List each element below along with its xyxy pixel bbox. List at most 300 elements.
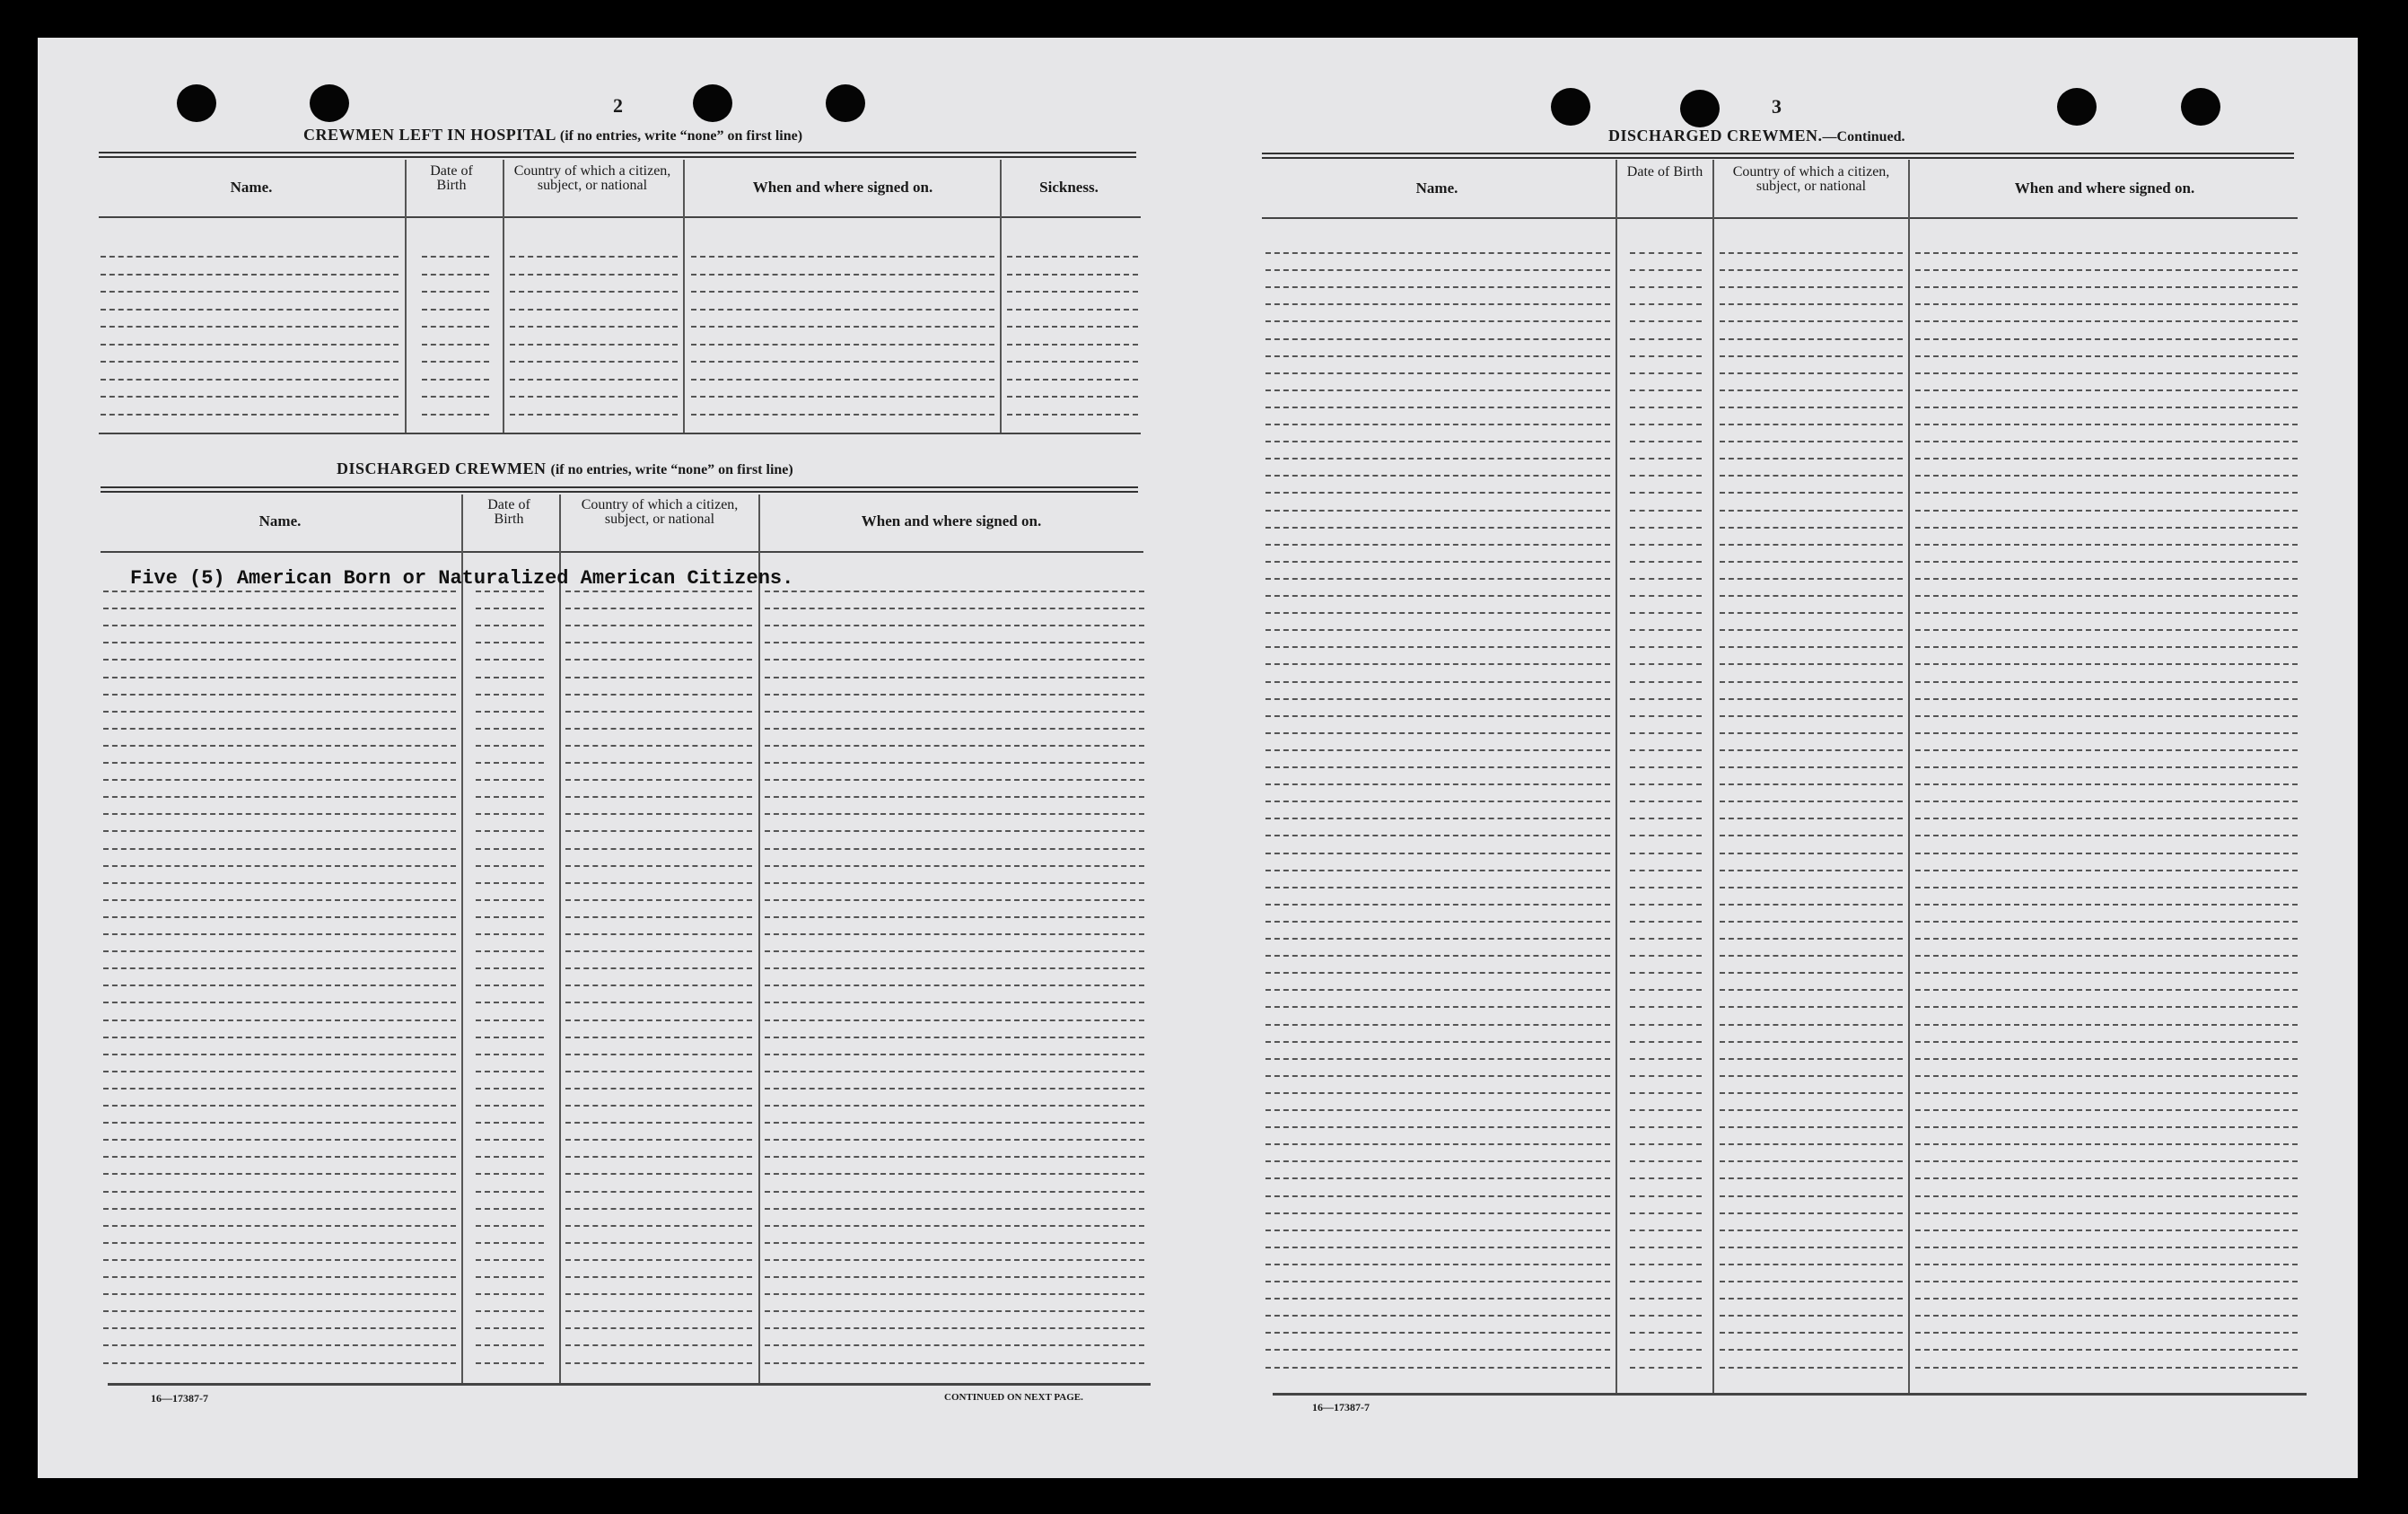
punch-hole — [2057, 88, 2097, 126]
entry-line — [1630, 938, 1702, 940]
entry-line — [422, 291, 489, 293]
entry-line — [565, 848, 752, 850]
page-bottom-rule — [1273, 1393, 2307, 1396]
entry-line — [1915, 389, 2298, 391]
entry-line — [1915, 1160, 2298, 1162]
entry-line — [691, 256, 994, 258]
entry-line — [1720, 441, 1903, 442]
entry-line — [1915, 1041, 2298, 1043]
entry-line — [101, 291, 398, 293]
entry-line — [765, 625, 1144, 626]
entry-line — [1630, 355, 1702, 357]
entry-line — [1265, 578, 1610, 580]
column-divider — [503, 160, 504, 433]
entry-line — [565, 1156, 752, 1158]
column-divider — [1000, 160, 1002, 433]
entry-line — [1630, 1367, 1702, 1369]
entry-line — [765, 830, 1144, 832]
entry-line — [1265, 921, 1610, 923]
entry-line — [1630, 1075, 1702, 1077]
entry-line — [1265, 252, 1610, 254]
entry-line — [422, 326, 489, 328]
entry-line — [1630, 527, 1702, 529]
entry-line — [765, 1105, 1144, 1107]
entry-line — [103, 1276, 456, 1278]
entry-line — [103, 659, 456, 661]
entry-line — [1915, 1075, 2298, 1077]
entry-line — [1265, 1024, 1610, 1026]
entry-line — [103, 677, 456, 678]
column-divider — [1908, 160, 1910, 1393]
entry-line — [1915, 1177, 2298, 1179]
entry-line — [1720, 252, 1903, 254]
entry-line — [1630, 955, 1702, 957]
entry-line — [103, 1020, 456, 1021]
entry-line — [1720, 749, 1903, 751]
entry-line — [1265, 1092, 1610, 1094]
entry-line — [103, 848, 456, 850]
entry-line — [1720, 853, 1903, 854]
entry-line — [1915, 372, 2298, 374]
entry-line — [1720, 1349, 1903, 1351]
entry-line — [476, 745, 544, 747]
entry-line — [103, 899, 456, 901]
entry-line — [103, 1105, 456, 1107]
entry-line — [765, 1259, 1144, 1261]
entry-line — [765, 1020, 1144, 1021]
column-header-country: Country of which a citizen, subject, or national — [1732, 164, 1890, 194]
entry-line — [1630, 1230, 1702, 1231]
entry-line — [1915, 510, 2298, 512]
entry-line — [1630, 1195, 1702, 1197]
entry-line — [476, 1293, 544, 1295]
entry-line — [691, 379, 994, 381]
column-divider — [405, 160, 407, 433]
column-divider — [559, 494, 561, 1386]
entry-line — [565, 1020, 752, 1021]
entry-line — [1265, 372, 1610, 374]
entry-line — [565, 1054, 752, 1055]
entry-line — [565, 796, 752, 798]
entry-line — [1630, 801, 1702, 802]
entry-line — [565, 830, 752, 832]
entry-line — [103, 1122, 456, 1124]
double-rule — [99, 152, 1136, 158]
entry-line — [1915, 458, 2298, 459]
entry-line — [1720, 1298, 1903, 1300]
entry-line — [1265, 389, 1610, 391]
entry-line — [1720, 1041, 1903, 1043]
entry-line — [765, 1293, 1144, 1295]
entry-line — [765, 916, 1144, 918]
section-bottom-rule — [99, 433, 1141, 434]
entry-line — [1720, 1195, 1903, 1197]
entry-line — [1265, 955, 1610, 957]
entry-line — [103, 762, 456, 764]
entry-line — [1265, 1126, 1610, 1128]
right-section-title — [1608, 127, 1905, 145]
entry-line — [1915, 887, 2298, 888]
entry-line — [103, 608, 456, 609]
hospital-title-note: (if no entries, write “none” on first line) — [559, 128, 803, 144]
entry-line — [565, 1344, 752, 1346]
entry-line — [1265, 320, 1610, 322]
entry-line — [1915, 475, 2298, 477]
punch-hole — [826, 84, 865, 122]
entry-line — [1915, 1212, 2298, 1214]
entry-line — [1265, 835, 1610, 836]
entry-line — [1265, 355, 1610, 357]
entry-line — [765, 1208, 1144, 1210]
entry-line — [1915, 629, 2298, 631]
entry-line — [765, 933, 1144, 935]
entry-line — [1007, 344, 1138, 346]
entry-line — [765, 711, 1144, 713]
entry-line — [1630, 561, 1702, 563]
entry-line — [565, 933, 752, 935]
entry-line — [765, 967, 1144, 969]
entry-line — [1915, 732, 2298, 734]
entry-line — [101, 396, 398, 398]
entry-line — [565, 779, 752, 781]
entry-line — [1720, 783, 1903, 785]
entry-line — [1915, 646, 2298, 648]
entry-line — [1630, 1041, 1702, 1043]
entry-line — [1265, 853, 1610, 854]
entry-line — [765, 608, 1144, 609]
entry-line — [1720, 320, 1903, 322]
entry-line — [1630, 1160, 1702, 1162]
entry-line — [476, 642, 544, 643]
entry-line — [103, 813, 456, 815]
entry-line — [765, 865, 1144, 867]
entry-line — [1915, 544, 2298, 546]
entry-line — [101, 274, 398, 276]
entry-line — [1265, 1230, 1610, 1231]
entry-line — [1265, 887, 1610, 888]
entry-line — [565, 1242, 752, 1244]
entry-line — [1720, 887, 1903, 888]
entry-line — [691, 344, 994, 346]
entry-line — [1720, 1024, 1903, 1026]
entry-line — [1720, 732, 1903, 734]
entry-line — [510, 291, 678, 293]
entry-line — [476, 762, 544, 764]
entry-line — [103, 1344, 456, 1346]
entry-line — [1720, 1281, 1903, 1282]
entry-line — [1630, 681, 1702, 683]
entry-line — [1265, 269, 1610, 271]
entry-line — [1720, 355, 1903, 357]
entry-line — [510, 361, 678, 363]
entry-line — [1265, 732, 1610, 734]
entry-line — [476, 711, 544, 713]
entry-line — [103, 967, 456, 969]
entry-line — [1630, 818, 1702, 819]
entry-line — [1630, 595, 1702, 597]
page-number: 2 — [613, 94, 623, 117]
entry-line — [1915, 801, 2298, 802]
entry-line — [1720, 1332, 1903, 1334]
entry-line — [1630, 441, 1702, 442]
column-divider — [758, 494, 760, 1386]
entry-line — [101, 309, 398, 311]
entry-line — [565, 899, 752, 901]
entry-line — [1915, 303, 2298, 305]
entry-line — [565, 1327, 752, 1329]
entry-line — [765, 950, 1144, 952]
entry-line — [476, 950, 544, 952]
entry-line — [476, 1173, 544, 1175]
form-number: 16—17387-7 — [151, 1392, 208, 1405]
entry-line — [103, 1225, 456, 1227]
punch-hole — [1551, 88, 1590, 126]
entry-line — [1265, 1264, 1610, 1265]
entry-line — [1630, 1126, 1702, 1128]
entry-line — [1265, 1006, 1610, 1008]
entry-line — [1915, 527, 2298, 529]
entry-line — [1630, 629, 1702, 631]
entry-line — [476, 985, 544, 986]
entry-line — [1630, 646, 1702, 648]
entry-line — [565, 1259, 752, 1261]
entry-line — [1915, 355, 2298, 357]
entry-line — [1915, 561, 2298, 563]
entry-line — [1265, 715, 1610, 717]
entry-line — [565, 711, 752, 713]
entry-line — [1915, 853, 2298, 854]
entry-line — [103, 1002, 456, 1003]
entry-line — [101, 326, 398, 328]
entry-line — [565, 1037, 752, 1038]
entry-line — [103, 865, 456, 867]
entry-line — [1915, 904, 2298, 906]
entry-line — [1630, 1315, 1702, 1317]
entry-line — [1265, 629, 1610, 631]
entry-line — [1630, 663, 1702, 665]
entry-line — [1915, 1264, 2298, 1265]
entry-line — [1720, 646, 1903, 648]
entry-line — [765, 1310, 1144, 1312]
entry-line — [1630, 612, 1702, 614]
entry-line — [1720, 578, 1903, 580]
entry-line — [1630, 1143, 1702, 1145]
entry-line — [1630, 1024, 1702, 1026]
entry-line — [1915, 1006, 2298, 1008]
entry-line — [1265, 801, 1610, 802]
entry-line — [565, 967, 752, 969]
entry-line — [101, 344, 398, 346]
entry-line — [476, 933, 544, 935]
entry-line — [101, 379, 398, 381]
entry-line — [103, 916, 456, 918]
entry-line — [103, 1293, 456, 1295]
entry-line — [1915, 286, 2298, 288]
entry-line — [1007, 414, 1138, 416]
entry-line — [1630, 320, 1702, 322]
entry-line — [476, 813, 544, 815]
entry-line — [1630, 424, 1702, 425]
entry-line — [691, 274, 994, 276]
entry-line — [1265, 938, 1610, 940]
entry-line — [1007, 379, 1138, 381]
entry-line — [103, 1156, 456, 1158]
entry-line — [565, 1105, 752, 1107]
entry-line — [765, 899, 1144, 901]
entry-line — [1915, 870, 2298, 871]
entry-line — [422, 396, 489, 398]
entry-line — [476, 830, 544, 832]
entry-line — [565, 1071, 752, 1072]
entry-line — [1630, 1177, 1702, 1179]
page-bottom-rule — [108, 1383, 1151, 1386]
entry-line — [1720, 595, 1903, 597]
punch-hole — [1680, 90, 1720, 127]
entry-line — [103, 779, 456, 781]
entry-line — [1720, 1367, 1903, 1369]
entry-line — [1915, 698, 2298, 700]
column-header-signed-on: When and where signed on. — [2014, 179, 2195, 197]
entry-line — [476, 1362, 544, 1364]
entry-line — [1915, 441, 2298, 442]
entry-line — [1265, 870, 1610, 871]
entry-line — [1720, 1247, 1903, 1248]
entry-line — [1720, 972, 1903, 974]
entry-line — [103, 711, 456, 713]
entry-line — [1915, 663, 2298, 665]
entry-line — [1265, 544, 1610, 546]
punch-hole — [2181, 88, 2220, 126]
entry-line — [1630, 475, 1702, 477]
hospital-title-text: CREWMEN LEFT IN HOSPITAL — [303, 126, 556, 144]
entry-line — [565, 1002, 752, 1003]
entry-line — [103, 1054, 456, 1055]
entry-line — [765, 642, 1144, 643]
entry-line — [476, 865, 544, 867]
continued-note: CONTINUED ON NEXT PAGE. — [944, 1392, 1083, 1403]
entry-line — [103, 1327, 456, 1329]
entry-line — [765, 591, 1144, 592]
entry-line — [1630, 510, 1702, 512]
entry-line — [1915, 955, 2298, 957]
discharged-title-note: (if no entries, write “none” on first line) — [550, 462, 793, 477]
entry-line — [1720, 492, 1903, 494]
entry-line — [1630, 1281, 1702, 1282]
entry-line — [565, 625, 752, 626]
entry-line — [1915, 1349, 2298, 1351]
entry-line — [1915, 1367, 2298, 1369]
entry-line — [1915, 972, 2298, 974]
entry-line — [1265, 475, 1610, 477]
entry-line — [103, 642, 456, 643]
entry-line — [476, 1276, 544, 1278]
entry-line — [422, 344, 489, 346]
entry-line — [1007, 274, 1138, 276]
column-header-name: Name. — [258, 512, 302, 529]
entry-line — [103, 1362, 456, 1364]
entry-line — [1630, 578, 1702, 580]
entry-line — [1915, 681, 2298, 683]
entry-line — [1915, 921, 2298, 923]
entry-line — [1915, 1195, 2298, 1197]
entry-line — [1265, 286, 1610, 288]
entry-line — [1630, 389, 1702, 391]
entry-line — [765, 1088, 1144, 1090]
entry-line — [1265, 1315, 1610, 1317]
entry-line — [1720, 1126, 1903, 1128]
entry-line — [765, 1362, 1144, 1364]
right-title-text: DISCHARGED CREWMEN. — [1608, 127, 1823, 144]
entry-line — [565, 642, 752, 643]
entry-line — [101, 256, 398, 258]
header-rule — [99, 216, 1141, 218]
entry-line — [691, 291, 994, 293]
column-header-name: Name. — [1415, 179, 1458, 197]
entry-line — [476, 882, 544, 884]
entry-line — [765, 1054, 1144, 1055]
entry-line — [1265, 492, 1610, 494]
entry-line — [565, 694, 752, 696]
entry-line — [1630, 1247, 1702, 1248]
double-rule — [101, 486, 1138, 493]
entry-line — [1720, 612, 1903, 614]
entry-line — [103, 745, 456, 747]
entry-line — [476, 1054, 544, 1055]
entry-line — [565, 677, 752, 678]
entry-line — [1915, 1247, 2298, 1248]
entry-line — [1630, 269, 1702, 271]
entry-line — [1720, 1058, 1903, 1060]
entry-line — [765, 762, 1144, 764]
entry-line — [1265, 424, 1610, 425]
entry-line — [1915, 1109, 2298, 1111]
entry-line — [1720, 527, 1903, 529]
entry-line — [103, 728, 456, 730]
entry-line — [103, 1259, 456, 1261]
entry-line — [1720, 303, 1903, 305]
entry-line — [103, 1173, 456, 1175]
entry-line — [422, 309, 489, 311]
entry-line — [1915, 612, 2298, 614]
entry-line — [510, 309, 678, 311]
entry-line — [565, 985, 752, 986]
entry-line — [1630, 1109, 1702, 1111]
entry-line — [1630, 303, 1702, 305]
entry-line — [1915, 407, 2298, 408]
entry-line — [476, 1225, 544, 1227]
entry-line — [101, 361, 398, 363]
entry-line — [765, 728, 1144, 730]
column-header-sickness: Sickness. — [1039, 179, 1099, 196]
entry-line — [103, 1071, 456, 1072]
entry-line — [565, 916, 752, 918]
entry-line — [1915, 1058, 2298, 1060]
entry-line — [1720, 475, 1903, 477]
entry-line — [1630, 783, 1702, 785]
entry-line — [1265, 818, 1610, 819]
entry-line — [1630, 835, 1702, 836]
column-header-country: Country of which a citizen, subject, or national — [581, 497, 739, 527]
entry-line — [476, 1002, 544, 1003]
entry-line — [1630, 766, 1702, 768]
header-rule — [1262, 217, 2298, 219]
entry-line — [565, 591, 752, 592]
entry-line — [1915, 269, 2298, 271]
entry-line — [1915, 1315, 2298, 1317]
entry-line — [565, 1173, 752, 1175]
entry-line — [1007, 326, 1138, 328]
entry-line — [103, 1208, 456, 1210]
